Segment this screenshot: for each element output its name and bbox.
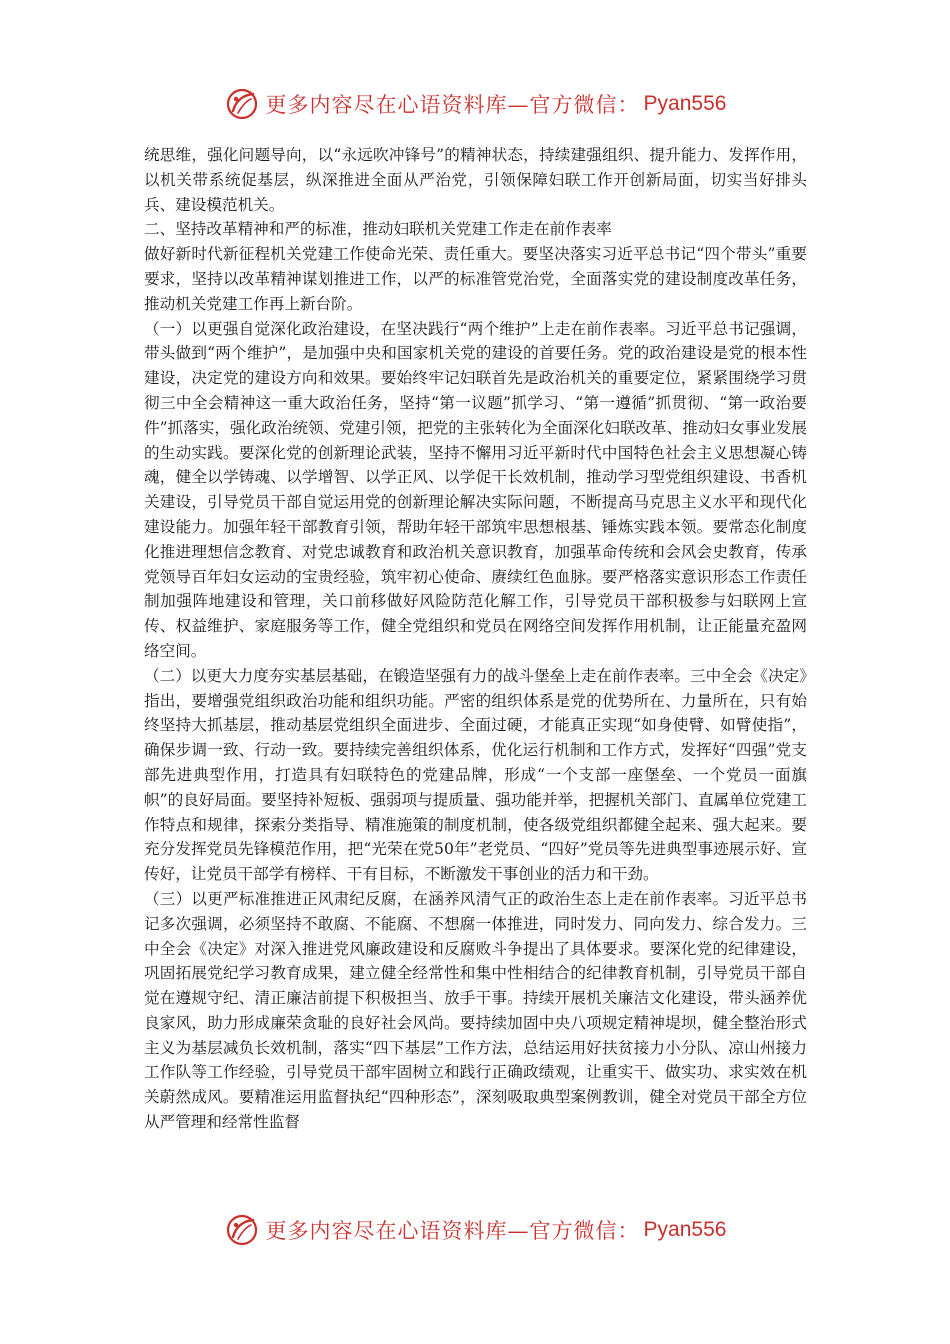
watermark-logo-icon: [224, 86, 260, 122]
paragraph-intro: 做好新时代新征程机关党建工作使命光荣、责任重大。要坚决落实习近平总书记“四个带头”重要要求，坚持以改革精神谋划推进工作，以严的标准管党治党，全面落实党的建设制度改革任务，推动机关党建工作再上新台阶。: [144, 245, 807, 313]
watermark-wechat-id: Pyan556: [643, 1218, 727, 1241]
section-heading: 二、坚持改革精神和严的标准，推动妇联机关党建工作走在前作表率: [144, 220, 612, 239]
watermark-logo-icon: [224, 1212, 260, 1248]
watermark-banner-top: [0, 84, 950, 124]
paragraph-item-1: （一）以更强自觉深化政治建设，在坚决践行“两个维护”上走在前作表率。习近平总书记强调，带头做到“两个维护”，是加强中央和国家机关党的建设的首要任务。党的政治建设是党的根本性建设，决定党的建设方向和效果。要始终牢记妇联首先是政治机关的重要定位，紧紧围绕学习贯彻三中全会精神这一重大政治任务，坚持“第一议题”抓学习、“第一遵循”抓贯彻、“第一政治要件”抓落实，强化政治统领、党建引领，把党的主张转化为全面深化妇联改革、推动妇女事业发展的生动实践。要深化党的创新理论武装，坚持不懈用习近平新时代中国特色社会主义思想凝心铸魂，健全以学铸魂、以学增智、以学正风、以学促干长效机制，推动学习型党组织建设、书香机关建设，引导党员干部自觉运用党的创新理论解决实际问题，不断提高马克思主义水平和现代化建设能力。加强年轻干部教育引领，帮助年轻干部筑牢思想根基、锤炼实践本领。要常态化制度化推进理想信念教育、对党忠诚教育和政治机关意识教育，加强革命传统和会风会史教育，传承党领导百年妇女运动的宝贵经验，筑牢初心使命、赓续红色血脉。要严格落实意识形态工作责任制加强阵地建设和管理，关口前移做好风险防范化解工作，引导党员干部积极参与妇联网上宣传、权益维护、家庭服务等工作，健全党组织和党员在网络空间发挥作用机制，让正能量充盈网络空间。: [144, 319, 807, 660]
watermark-banner-bottom: [0, 1210, 950, 1250]
paragraph-item-3: （三）以更严标准推进正风肃纪反腐，在涵养风清气正的政治生态上走在前作表率。习近平总书记多次强调，必须坚持不敢腐、不能腐、不想腐一体推进，同时发力、同向发力、综合发力。三中全会《决定》对深入推进党风廉政建设和反腐败斗争提出了具体要求。要深化党的纪律建设，巩固拓展党纪学习教育成果，建立健全经常性和集中性相结合的纪律教育机制，引导党员干部自觉在遵规守纪、清正廉洁前提下积极担当、放手干事。持续开展机关廉洁文化建设，带头涵养优良家风，助力形成廉荣贪耻的良好社会风尚。要持续加固中央八项规定精神堤坝，健全整治形式主义为基层减负长效机制，落实“四下基层”工作方法，总结运用好扶贫接力小分队、凉山州接力工作队等工作经验，引导党员干部牢固树立和践行正确政绩观，让重实干、做实功、求实效在机关蔚然成风。要精准运用监督执纪“四种形态”，深刻吸取典型案例教训，健全对党员干部全方位从严管理和经常性监督: [144, 889, 807, 1132]
watermark-wechat-id: Pyan556: [643, 92, 727, 115]
watermark-text: 更多内容尽在心语资料库—官方微信：: [265, 1219, 640, 1243]
watermark-text: 更多内容尽在心语资料库—官方微信：: [265, 93, 640, 117]
document-body: [144, 143, 807, 1135]
paragraph-item-2: （二）以更大力度夯实基层基础，在锻造坚强有力的战斗堡垒上走在前作表率。三中全会《决定》指出，要增强党组织政治功能和组织功能。严密的组织体系是党的优势所在、力量所在，只有始终坚持大抓基层，推动基层党组织全面进步、全面过硬，才能真正实现“如身使臂、如臂使指”，确保步调一致、行动一致。要持续完善组织体系，优化运行机制和工作方式，发挥好“四强”党支部先进典型作用，打造具有妇联特色的党建品牌，形成“一个支部一座堡垒、一个党员一面旗帜”的良好局面。要坚持补短板、强弱项与提质量、强功能并举，把握机关部门、直属单位党建工作特点和规律，探索分类指导、精准施策的制度机制，使各级党组织都健全起来、强大起来。要充分发挥党员先锋模范作用，把“光荣在党50年”老党员、“四好”党员等先进典型事迹展示好、宣传好，让党员干部学有榜样、干有目标，不断激发干事创业的活力和干劲。: [144, 666, 807, 884]
paragraph-continuation: 统思维，强化问题导向，以“永远吹冲锋号”的精神状态，持续建强组织、提升能力、发挥作用，以机关带系统促基层，纵深推进全面从严治党，引领保障妇联工作开创新局面，切实当好排头兵、建设模范机关。: [144, 146, 807, 214]
